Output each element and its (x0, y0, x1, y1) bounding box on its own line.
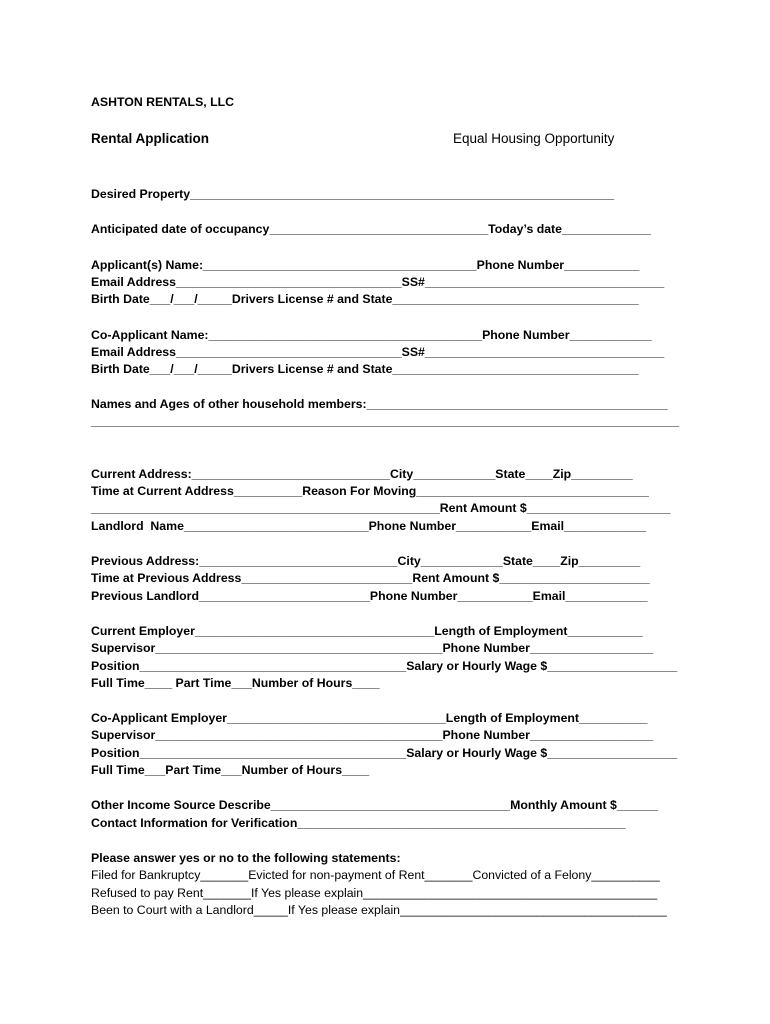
company-name: ASHTON RENTALS, LLC (91, 95, 235, 109)
employer-hours-field[interactable]: Full Time____ Part Time___Number of Hours____ (91, 676, 380, 690)
equal-housing-label: Equal Housing Opportunity (453, 131, 615, 146)
previous-address-time-field[interactable]: Time at Previous Address_________________________Rent Amount $______________________ (91, 571, 650, 585)
current-address-time-field[interactable]: Time at Current Address__________Reason For Moving__________________________________ (91, 484, 649, 498)
applicant-birth-license-field[interactable]: Birth Date___/___/_____Drivers License # and State____________________________________ (91, 292, 639, 306)
bankruptcy-eviction-felony-field[interactable]: Filed for Bankruptcy_______Evicted for non-payment of Rent_______Convicted of a Felony__________ (91, 868, 660, 882)
occupancy-date-field[interactable]: Anticipated date of occupancy________________________________Today’s date_____________ (91, 222, 651, 236)
court-landlord-field[interactable]: Been to Court with a Landlord_____If Yes please explain_______________________________________ (91, 903, 667, 917)
applicant-name-field[interactable]: Applicant(s) Name:________________________________________Phone Number___________ (91, 258, 640, 272)
employer-supervisor-field[interactable]: Supervisor__________________________________________Phone Number__________________ (91, 641, 654, 655)
applicant-email-field[interactable]: Email Address_________________________________SS#___________________________________ (91, 275, 665, 289)
coapplicant-birth-license-field[interactable]: Birth Date___/___/_____Drivers License # and State____________________________________ (91, 362, 639, 376)
statements-heading: Please answer yes or no to the following statements: (91, 851, 401, 865)
coapplicant-position-field[interactable]: Position_______________________________________Salary or Hourly Wage $___________________ (91, 746, 678, 760)
coapplicant-hours-field[interactable]: Full Time___Part Time___Number of Hours____ (91, 763, 370, 777)
current-employer-field[interactable]: Current Employer___________________________________Length of Employment___________ (91, 624, 643, 638)
household-members-line-2[interactable]: ______________________________________________________________________________________ (91, 414, 680, 428)
coapplicant-name-field[interactable]: Co-Applicant Name:________________________________________Phone Number____________ (91, 328, 652, 342)
household-members-field[interactable]: Names and Ages of other household members:____________________________________________ (91, 397, 668, 411)
current-address-field[interactable]: Current Address:_____________________________City____________State____Zip_________ (91, 467, 633, 481)
current-rent-field[interactable]: ___________________________________________________Rent Amount $_____________________ (91, 501, 671, 515)
previous-address-field[interactable]: Previous Address:_____________________________City____________State____Zip_________ (91, 554, 641, 568)
coapplicant-employer-field[interactable]: Co-Applicant Employer________________________________Length of Employment__________ (91, 711, 648, 725)
employer-position-field[interactable]: Position_______________________________________Salary or Hourly Wage $___________________ (91, 659, 678, 673)
form-title: Rental Application (91, 131, 210, 146)
refused-rent-field[interactable]: Refused to pay Rent_______If Yes please explain___________________________________________ (91, 886, 658, 900)
desired-property-field[interactable]: Desired Property______________________________________________________________ (91, 187, 615, 201)
other-income-field[interactable]: Other Income Source Describe___________________________________Monthly Amount $______ (91, 798, 658, 812)
verification-contact-field[interactable]: Contact Information for Verification________________________________________________ (91, 816, 626, 830)
current-landlord-field[interactable]: Landlord Name___________________________Phone Number___________Email____________ (91, 519, 647, 533)
coapplicant-email-field[interactable]: Email Address_________________________________SS#___________________________________ (91, 345, 665, 359)
previous-landlord-field[interactable]: Previous Landlord_________________________Phone Number___________Email____________ (91, 589, 648, 603)
coapplicant-supervisor-field[interactable]: Supervisor__________________________________________Phone Number__________________ (91, 728, 654, 742)
